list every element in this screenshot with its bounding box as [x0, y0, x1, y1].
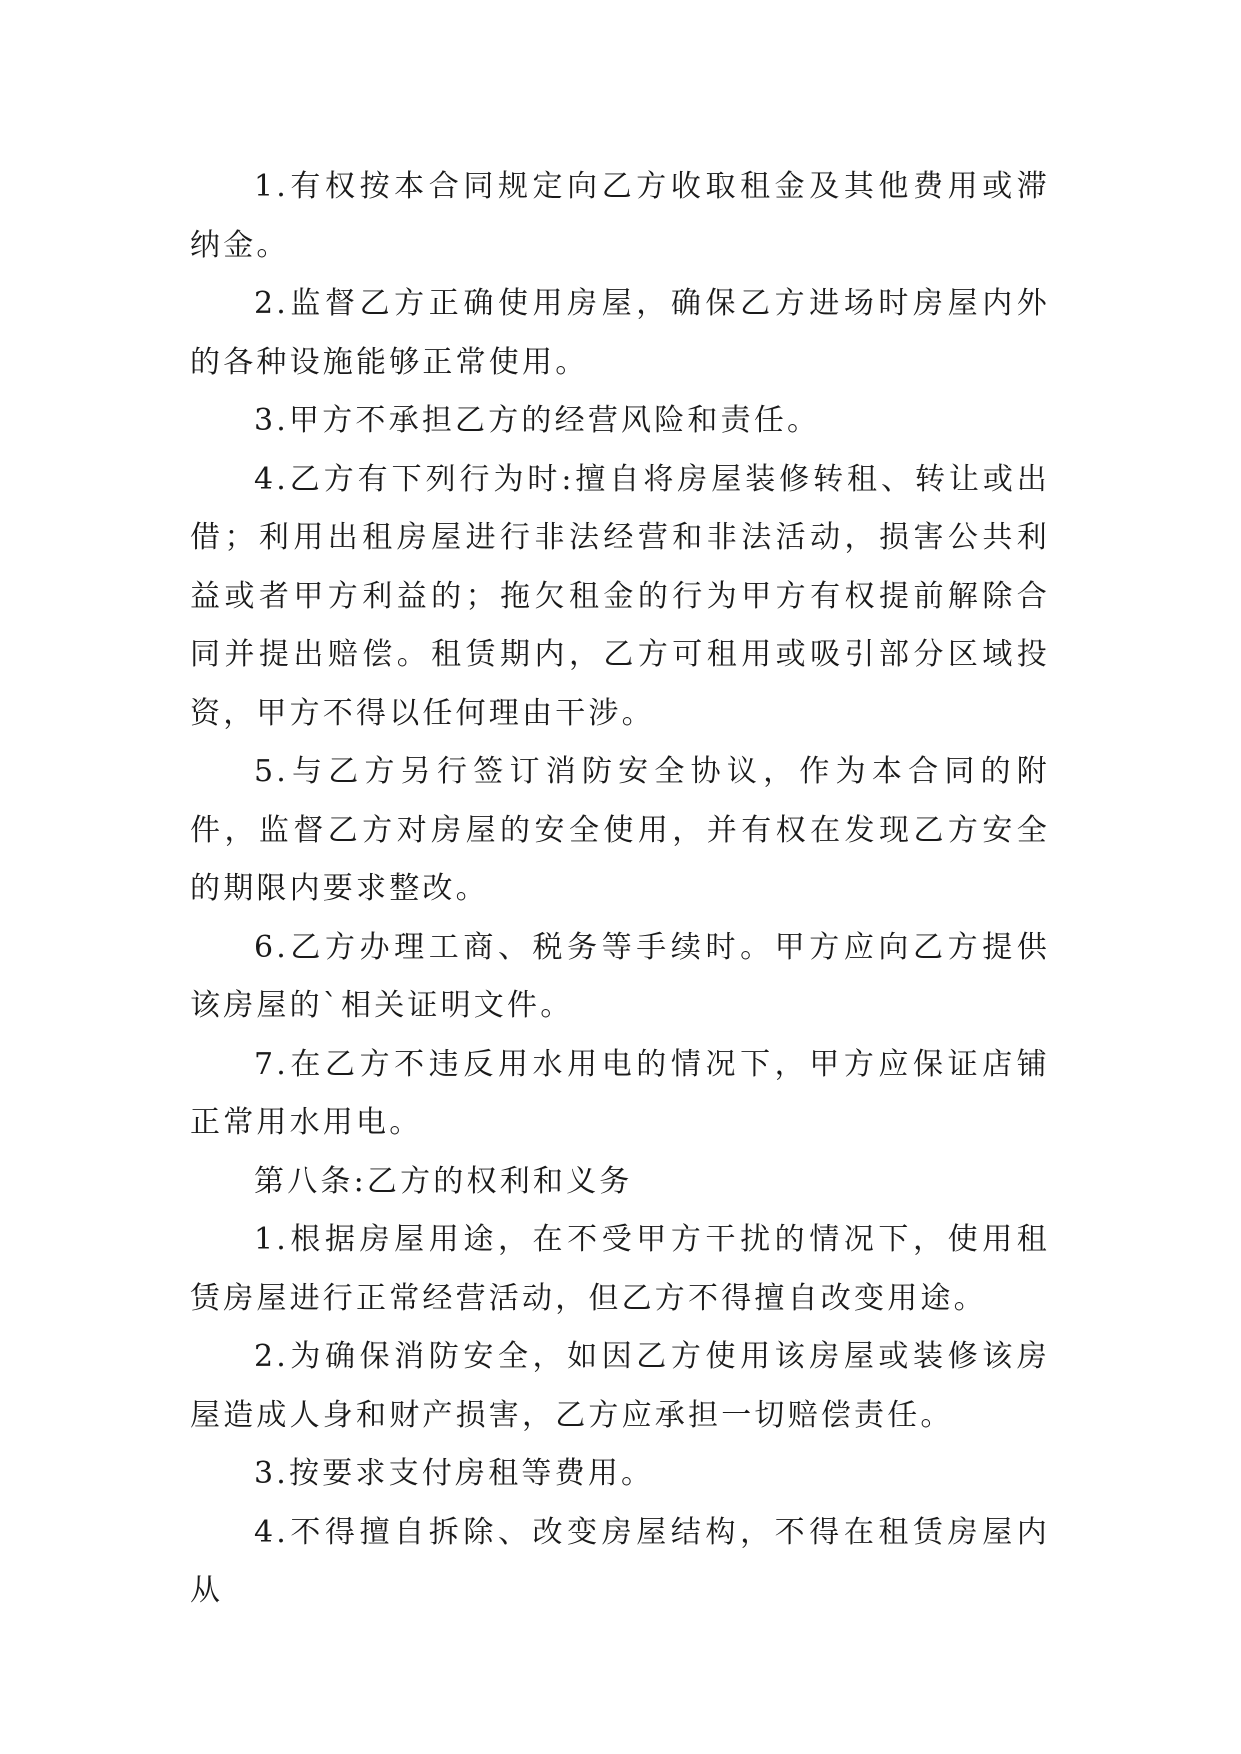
- paragraph-tenant-right-2: 2.为确保消防安全，如因乙方使用该房屋或装修该房屋造成人身和财产损害，乙方应承担一切赔偿责任。: [190, 1339, 1050, 1433]
- contract-body: [190, 158, 1050, 1621]
- paragraph-landlord-right-4: 4.乙方有下列行为时:擅自将房屋装修转租、转让或出借；利用出租房屋进行非法经营和非法活动，损害公共利益或者甲方利益的；拖欠租金的行为甲方有权提前解除合同并提出赔偿。租赁期内，乙方可租用或吸引部分区域投资，甲方不得以任何理由干涉。: [190, 461, 1050, 731]
- paragraph-landlord-right-7: 7.在乙方不违反用水用电的情况下，甲方应保证店铺正常用水用电。: [190, 1046, 1050, 1140]
- paragraph-landlord-right-5: 5.与乙方另行签订消防安全协议，作为本合同的附件，监督乙方对房屋的安全使用，并有权在发现乙方安全的期限内要求整改。: [190, 754, 1050, 906]
- paragraph-tenant-right-1: 1.根据房屋用途，在不受甲方干扰的情况下，使用租赁房屋进行正常经营活动，但乙方不得擅自改变用途。: [190, 1222, 1050, 1316]
- paragraph-tenant-right-4: 4.不得擅自拆除、改变房屋结构，不得在租赁房屋内从: [190, 1514, 1050, 1608]
- section-heading-article-8: 第八条:乙方的权利和义务: [254, 1163, 633, 1199]
- paragraph-landlord-right-2: 2.监督乙方正确使用房屋，确保乙方进场时房屋内外的各种设施能够正常使用。: [190, 286, 1050, 380]
- paragraph-tenant-right-3: 3.按要求支付房租等费用。: [254, 1456, 655, 1491]
- paragraph-landlord-right-6: 6.乙方办理工商、税务等手续时。甲方应向乙方提供该房屋的`相关证明文件。: [190, 929, 1050, 1023]
- paragraph-landlord-right-3: 3.甲方不承担乙方的经营风险和责任。: [254, 403, 821, 438]
- paragraph-landlord-right-1: 1.有权按本合同规定向乙方收取租金及其他费用或滞纳金。: [190, 169, 1050, 263]
